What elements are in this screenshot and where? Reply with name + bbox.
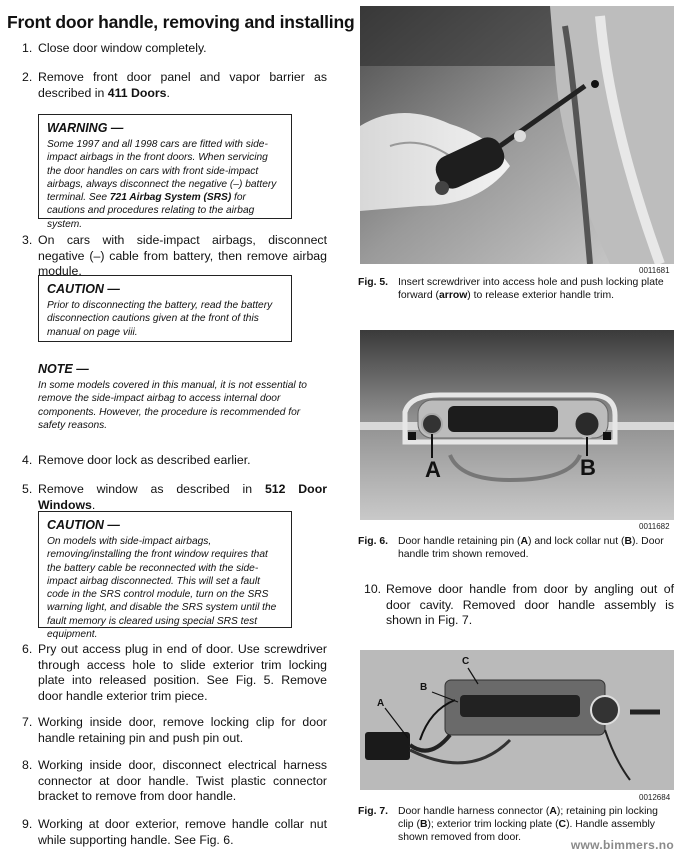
step-3 xyxy=(22,233,327,280)
step-number: 6. xyxy=(22,642,33,656)
callout-a: A xyxy=(425,457,441,482)
callout-b: B xyxy=(420,682,428,693)
step-text: Remove door handle from door by angling out of door cavity. Removed door handle assembly is shown in Fig. 7. xyxy=(386,582,674,628)
screwdriver-door-image xyxy=(360,6,674,264)
step-number: 8. xyxy=(22,758,33,772)
handle-assembly-image xyxy=(360,650,674,790)
step-number: 5. xyxy=(22,482,33,496)
caution-box-window xyxy=(38,511,292,641)
step-number: 9. xyxy=(22,817,33,831)
figure-6-caption xyxy=(358,535,674,561)
step-number: 3. xyxy=(22,233,33,247)
section-reference: 411 Doors xyxy=(107,85,167,100)
step-number: 4. xyxy=(22,453,33,467)
step-9 xyxy=(22,817,327,848)
caution-heading: CAUTION — xyxy=(47,282,120,296)
step-text: Remove door lock as described earlier. xyxy=(38,453,251,467)
step-2 xyxy=(22,70,327,101)
callout-a: A xyxy=(377,698,385,709)
figure-6-id: 0011682 xyxy=(639,522,670,531)
figure-label: Fig. 6. xyxy=(358,536,389,547)
section-reference: 512 Door Windows xyxy=(38,482,327,512)
warning-heading: WARNING — xyxy=(47,121,124,135)
door-handle-image xyxy=(360,330,674,520)
figure-caption-text: Insert screwdriver into access hole and push locking plate forward (arrow) to release exterior handle trim. xyxy=(398,277,664,301)
caution-text: On models with side-impact airbags, removing/installing the front window requires that the battery cable be reconnected with the side-impact airbag disconnected. This will set a fault code in the SRS control module, turn on the SRS warning light, and disable the SRS system until the fault memory is cleared using special SRS test equipment. xyxy=(47,536,277,641)
step-1 xyxy=(22,41,327,57)
figure-6-photo xyxy=(360,330,674,520)
step-8 xyxy=(22,758,327,805)
step-text: On cars with side-impact airbags, disconnect negative (–) cable from battery, then remove airbag module. xyxy=(38,233,327,279)
note-block xyxy=(38,362,308,432)
step-6 xyxy=(22,642,327,704)
figure-label: Fig. 7. xyxy=(358,806,389,817)
page-title: Front door handle, removing and installing xyxy=(7,12,355,32)
figure-5-photo xyxy=(360,6,674,264)
step-text: Remove window as described in 512 Door Windows. xyxy=(38,482,327,512)
figure-caption-text: Door handle retaining pin (A) and lock collar nut (B). Door handle trim shown removed. xyxy=(398,536,664,560)
figure-7-id: 0012684 xyxy=(639,793,671,802)
step-4 xyxy=(22,453,327,469)
note-heading: NOTE — xyxy=(38,362,89,376)
note-text: In some models covered in this manual, it is not essential to remove the side-impact airbag to access internal door components. However, the procedure is recommended for safety reasons. xyxy=(38,380,307,431)
step-text: Working at door exterior, remove handle collar nut while supporting handle. See Fig. 6. xyxy=(38,817,327,847)
caution-heading: CAUTION — xyxy=(47,518,120,532)
warning-text: Some 1997 and all 1998 cars are fitted with side-impact airbags in the front doors. When servicing the door handles on cars with front side-impact airbags, always disconnect the negative (–) battery terminal. See 721 Airbag System (SRS) for cautions and procedures relating to the airbag system. xyxy=(47,139,277,230)
step-text: Remove front door panel and vapor barrier as described in 411 Doors. xyxy=(38,70,327,100)
step-text: Close door window completely. xyxy=(38,41,207,55)
callout-b: B xyxy=(580,455,596,480)
caution-box xyxy=(38,275,292,342)
caution-text: Prior to disconnecting the battery, read the battery disconnection cautions given at the front of this manual on page viii. xyxy=(47,300,273,338)
figure-7-photo xyxy=(360,650,674,790)
step-text: Pry out access plug in end of door. Use screwdriver through access hole to slide exterior trim locking plate into released position. See Fig. 5. Remove door handle exterior trim piece. xyxy=(38,642,327,703)
step-10 xyxy=(364,582,674,629)
figure-5-caption xyxy=(358,276,674,302)
watermark: www.bimmers.no xyxy=(570,838,674,852)
figure-label: Fig. 5. xyxy=(358,277,389,288)
step-number: 2. xyxy=(22,70,33,84)
step-number: 10. xyxy=(364,582,382,596)
warning-box xyxy=(38,114,292,230)
step-7 xyxy=(22,715,327,746)
step-text: Working inside door, disconnect electrical harness connector at door handle. Twist plastic connector bracket to remove from door handle. xyxy=(38,758,327,804)
step-number: 1. xyxy=(22,41,33,55)
step-number: 7. xyxy=(22,715,33,729)
callout-c: C xyxy=(462,656,470,667)
figure-5-id: 0011681 xyxy=(639,266,670,275)
step-text: Working inside door, remove locking clip for door handle retaining pin and push pin out. xyxy=(38,715,327,745)
figure-caption-text: Door handle harness connector (A); retaining pin locking clip (B); exterior trim locking plate (C). Handle assembly shown removed from door. xyxy=(398,806,658,843)
step-5 xyxy=(22,482,327,513)
